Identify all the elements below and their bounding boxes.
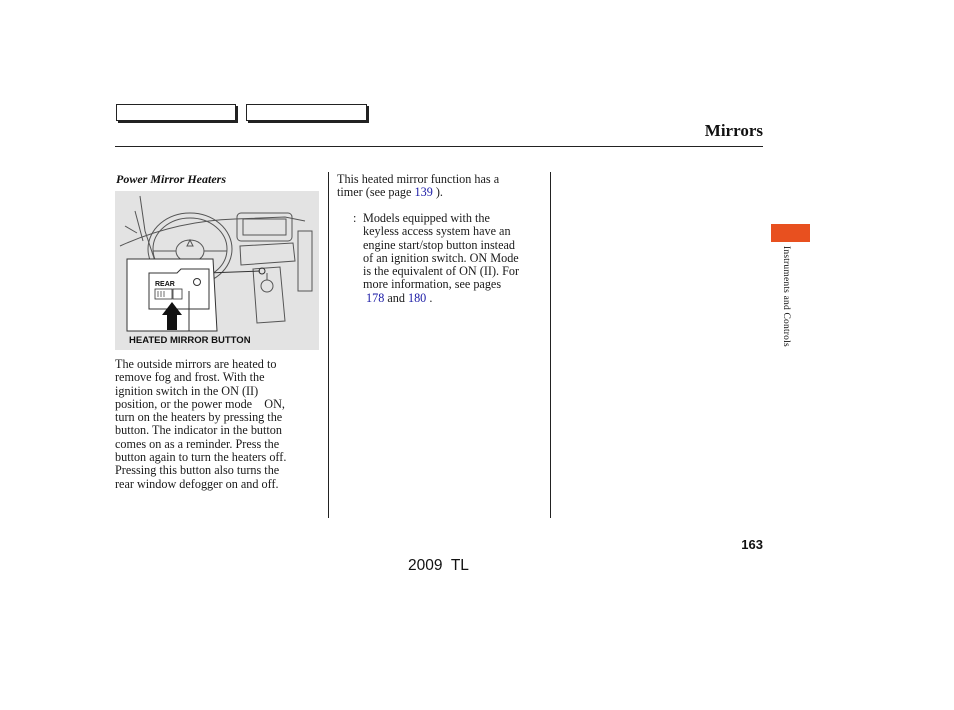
text-line [337, 186, 542, 199]
page-link-180[interactable]: 180 [407, 290, 427, 305]
section-subheading: Power Mirror Heaters [116, 172, 227, 186]
text-line: ignition switch in the ON (II) [115, 383, 259, 398]
text-line: Pressing this button also turns the [115, 463, 280, 478]
text-line: more information, see pages [363, 277, 502, 292]
text-fragment: and [384, 290, 408, 305]
text-line [363, 292, 548, 305]
model-footer: 2009 TL [408, 557, 469, 574]
text-line: button. The indicator in the button [115, 423, 282, 438]
text-line: of an ignition switch. ON Mode [363, 250, 519, 265]
timer-paragraph [337, 173, 542, 200]
column-divider-1 [328, 172, 329, 518]
page-title: Mirrors [704, 121, 763, 140]
page-link-139[interactable]: 139 [414, 185, 433, 200]
nav-box-2[interactable] [246, 104, 367, 121]
dashboard-drawing [115, 191, 319, 350]
text-line: turn on the heaters by pressing the [115, 410, 283, 425]
text-line: remove fog and frost. With the [115, 370, 265, 385]
section-tab-label: Instruments and Controls [781, 246, 791, 347]
text-line: comes on as a reminder. Press the [115, 436, 280, 451]
page-link-178[interactable]: 178 [366, 290, 385, 305]
text-line: This heated mirror function has a [337, 172, 500, 186]
button-label-top: REAR [155, 281, 175, 288]
text-line: is the equivalent of ON (II). For [363, 264, 520, 279]
heater-paragraph [115, 358, 320, 491]
text-line: The outside mirrors are heated to [115, 357, 277, 371]
nav-box-1[interactable] [116, 104, 236, 121]
text-fragment: ). [432, 185, 443, 200]
text-line: Models equipped with the [363, 211, 490, 225]
text-line: position, or the power mode ON, [115, 396, 285, 411]
figure-caption: HEATED MIRROR BUTTON [129, 335, 251, 346]
header-rule [115, 146, 763, 147]
text-fragment: timer (see page [337, 185, 415, 200]
text-line: button again to turn the heaters off. [115, 450, 287, 465]
keyless-note-marker: : [353, 211, 357, 225]
column-divider-2 [550, 172, 551, 518]
dashboard-illustration [115, 191, 319, 350]
text-line: keyless access system have an [363, 224, 511, 239]
text-fragment: . [426, 290, 433, 305]
text-line: rear window defogger on and off. [115, 476, 279, 491]
section-tab[interactable] [771, 224, 810, 242]
text-line: engine start/stop button instead [363, 237, 515, 252]
keyless-note-paragraph [363, 212, 548, 305]
page-number: 163 [741, 537, 763, 552]
